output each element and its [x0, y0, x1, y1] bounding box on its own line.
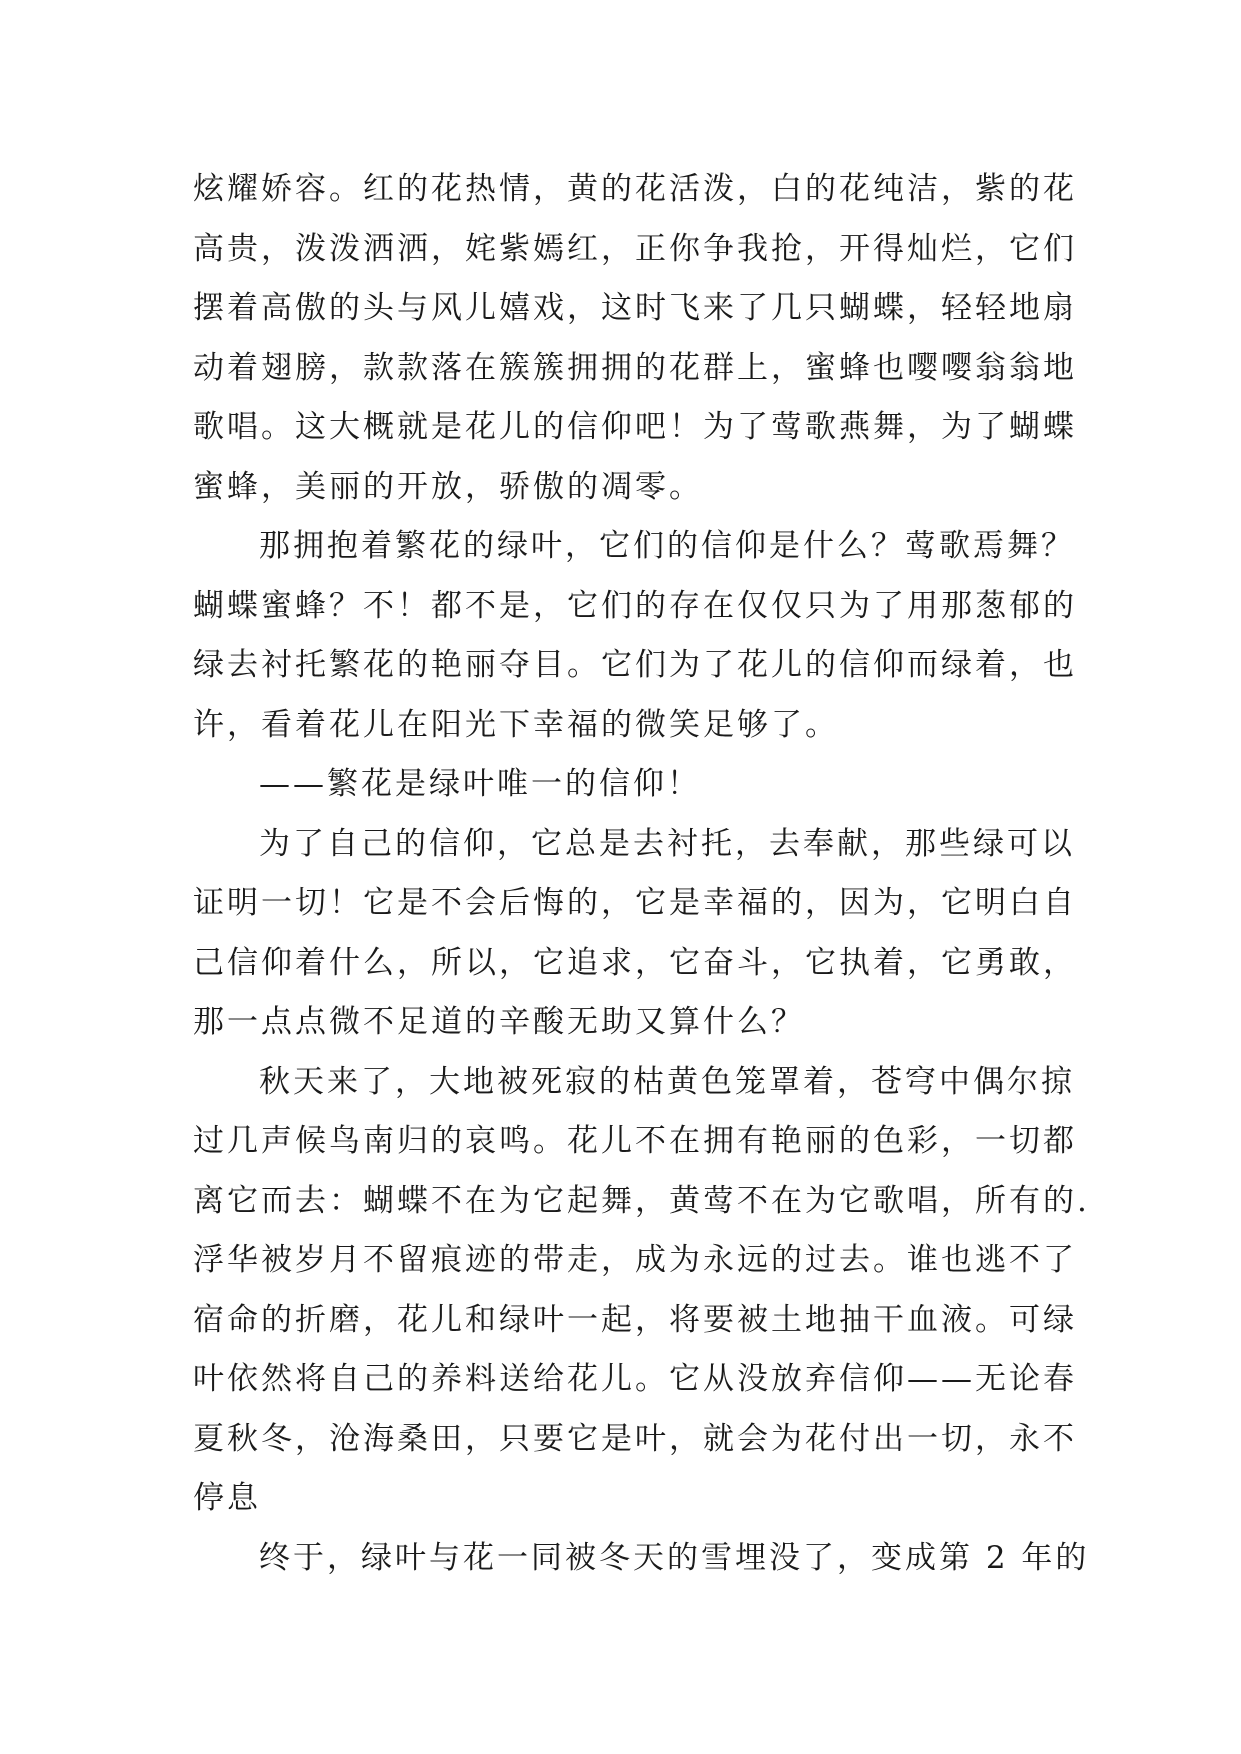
text-line: 蜜蜂，美丽的开放，骄傲的凋零。 [193, 468, 703, 505]
text-line: 停息 [193, 1480, 261, 1516]
text-line: 己信仰着什么，所以，它追求，它奋斗，它执着，它勇敢， [193, 944, 1077, 981]
text-line: 为了自己的信仰，它总是去衬托，去奉献，那些绿可以 [259, 825, 1075, 862]
text-line: 蝴蝶蜜蜂？不！都不是，它们的存在仅仅只为了用那葱郁的 [193, 587, 1077, 624]
text-line: 证明一切！它是不会后悔的，它是幸福的，因为，它明白自 [193, 885, 1077, 921]
text-line: 夏秋冬，沧海桑田，只要它是叶，就会为花付出一切，永不 [193, 1420, 1077, 1457]
text-line: 高贵，泼泼洒洒，姹紫嫣红，正你争我抢，开得灿烂，它们 [193, 230, 1077, 267]
text-line: 离它而去：蝴蝶不在为它起舞，黄莺不在为它歌唱，所有的. [193, 1182, 1090, 1219]
text-line: 动着翅膀，款款落在簇簇拥拥的花群上，蜜蜂也嘤嘤翁翁地 [193, 349, 1077, 386]
text-line: 绿去衬托繁花的艳丽夺目。它们为了花儿的信仰而绿着，也 [193, 647, 1077, 683]
body-text [193, 160, 1090, 1588]
text-line: 浮华被岁月不留痕迹的带走，成为永远的过去。谁也逃不了 [193, 1242, 1077, 1278]
text-line: 那拥抱着繁花的绿叶，它们的信仰是什么？莺歌焉舞？ [259, 528, 1075, 564]
text-line: 歌唱。这大概就是花儿的信仰吧！为了莺歌燕舞，为了蝴蝶 [193, 409, 1077, 445]
text-line: 许，看着花儿在阳光下幸福的微笑足够了。 [193, 706, 839, 743]
text-line: 过几声候鸟南归的哀鸣。花儿不在拥有艳丽的色彩，一切都 [193, 1123, 1077, 1159]
text-line: ——繁花是绿叶唯一的信仰！ [259, 766, 701, 802]
text-line: 秋天来了，大地被死寂的枯黄色笼罩着，苍穹中偶尔掠 [259, 1063, 1075, 1100]
text-line: 摆着高傲的头与风儿嬉戏，这时飞来了几只蝴蝶，轻轻地扇 [193, 290, 1077, 326]
text-line: 那一点点微不足道的辛酸无助又算什么？ [193, 1004, 805, 1040]
text-line: 宿命的折磨，花儿和绿叶一起，将要被土地抽干血液。可绿 [193, 1301, 1077, 1338]
text-line: 终于，绿叶与花一同被冬天的雪埋没了，变成第 2 年的 [259, 1539, 1090, 1576]
text-line: 叶依然将自己的养料送给花儿。它从没放弃信仰——无论春 [193, 1361, 1077, 1397]
text-line: 炫耀娇容。红的花热情，黄的花活泼，白的花纯洁，紫的花 [193, 171, 1077, 207]
